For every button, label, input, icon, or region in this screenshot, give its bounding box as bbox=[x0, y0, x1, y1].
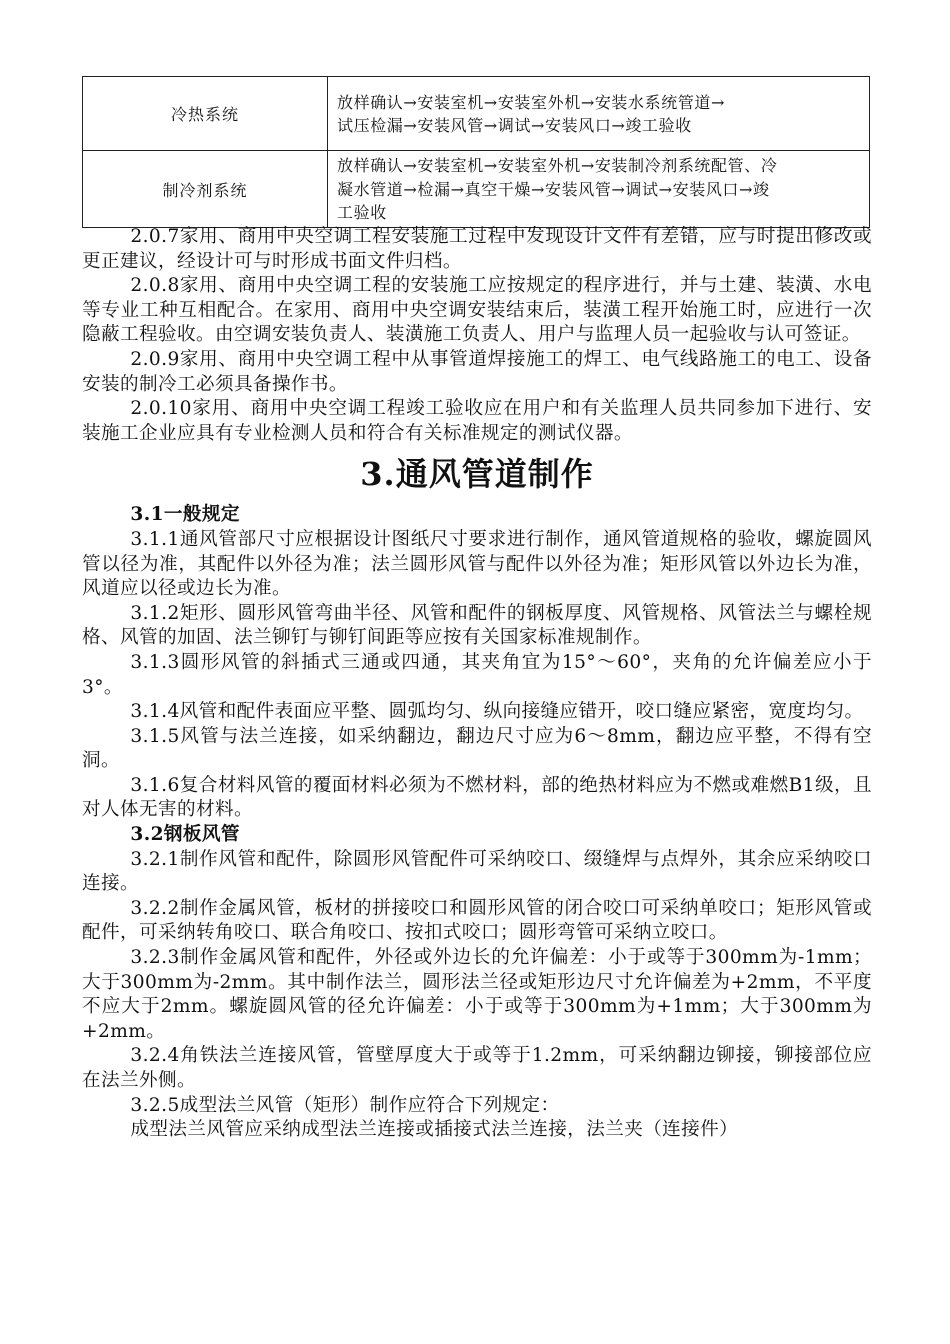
system-name-cell: 制冷剂系统 bbox=[83, 151, 328, 228]
clause-3-2-1: 3.2.1制作风管和配件，除圆形风管配件可采纳咬口、缀缝焊与点焊外，其余应采纳咬口连接。 bbox=[82, 848, 872, 895]
section-heading-3-2: 3.2钢板风管 bbox=[130, 824, 240, 846]
procedure-line: 工验收 bbox=[337, 203, 387, 223]
table-row bbox=[83, 77, 870, 151]
clause-2-0-8: 2.0.8家用、商用中央空调工程的安装施工应按规定的程序进行，并与土建、装潢、水电等专业工种互相配合。在家用、商用中央空调安装结束后，装潢工程开始施工时，应进行一次隐蔽工程验收。由空调安装负责人、装潢施工负责人、用户与监理人员一起验收与认可签证。 bbox=[82, 275, 872, 346]
clause-3-1-4: 3.1.4风管和配件表面应平整、圆弧均匀、纵向接缝应错开，咬口缝应紧密，宽度均匀。 bbox=[130, 701, 864, 723]
clause-3-1-5: 3.1.5风管与法兰连接，如采纳翻边，翻边尺寸应为6～8mm，翻边应平整，不得有空洞。 bbox=[82, 725, 872, 772]
procedure-line: 放样确认→安装室机→安装室外机→安装制冷剂系统配管、冷 bbox=[337, 156, 778, 176]
system-name-cell: 冷热系统 bbox=[83, 77, 328, 151]
table-row bbox=[83, 151, 870, 228]
clause-3-2-3: 3.2.3制作金属风管和配件，外径或外边长的允许偏差：小于或等于300mm为-1mm；大于300mm为-2mm。其中制作法兰，圆形法兰径或矩形边尺寸允许偏差为+2mm，不平度不应大于2mm。螺旋圆风管的径允许偏差：小于或等于300mm为+1mm；大于300mm为+2mm。 bbox=[82, 947, 872, 1042]
chapter-title: 3.通风管道制作 bbox=[360, 455, 594, 494]
procedure-cell bbox=[328, 77, 870, 151]
clause-3-2-4: 3.2.4角铁法兰连接风管，管壁厚度大于或等于1.2mm，可采纳翻边铆接，铆接部位应在法兰外侧。 bbox=[82, 1045, 872, 1091]
clause-2-0-7: 2.0.7家用、商用中央空调工程安装施工过程中发现设计文件有差错，应与时提出修改或更正建议，经设计可与时形成书面文件归档。 bbox=[82, 226, 872, 272]
procedure-line: 试压检漏→安装风管→调试→安装风口→竣工验收 bbox=[337, 116, 692, 135]
installation-procedure-table bbox=[82, 76, 870, 228]
procedure-line: 放样确认→安装室机→安装室外机→安装水系统管道→ bbox=[337, 92, 726, 112]
clause-3-1-2: 3.1.2矩形、圆形风管弯曲半径、风管和配件的钢板厚度、风管规格、风管法兰与螺栓规格、风管的加固、法兰铆钉与铆钉间距等应按有关国家标准规制作。 bbox=[82, 602, 872, 649]
clause-2-0-10: 2.0.10家用、商用中央空调工程竣工验收应在用户和有关监理人员共同参加下进行、安装施工企业应具有专业检测人员和符合有关标准规定的测试仪器。 bbox=[82, 398, 872, 444]
clause-3-2-2: 3.2.2制作金属风管，板材的拼接咬口和圆形风管的闭合咬口可采纳单咬口；矩形风管或配件，可采纳转角咬口、联合角咬口、按扣式咬口；圆形弯管可采纳立咬口。 bbox=[82, 897, 872, 944]
clause-3-1-6: 3.1.6复合材料风管的覆面材料必须为不燃材料，部的绝热材料应为不燃或难燃B1级，且对人体无害的材料。 bbox=[82, 774, 872, 821]
procedure-cell bbox=[328, 151, 870, 228]
clause-3-1-1: 3.1.1通风管部尺寸应根据设计图纸尺寸要求进行制作，通风管道规格的验收，螺旋圆风管以径为准，其配件以外径为准；法兰圆形风管与配件以外径为准；矩形风管以外边长为准，风道应以径或边长为准。 bbox=[82, 528, 872, 600]
clause-3-2-5-continued: 成型法兰风管应采纳成型法兰连接或插接式法兰连接，法兰夹（连接件） bbox=[130, 1119, 739, 1141]
document-body bbox=[82, 225, 872, 1143]
clause-2-0-9: 2.0.9家用、商用中央空调工程中从事管道焊接施工的焊工、电气线路施工的电工、设备安装的制冷工必须具备操作书。 bbox=[82, 348, 872, 395]
section-heading-3-1: 3.1一般规定 bbox=[130, 504, 240, 526]
clause-3-1-3: 3.1.3圆形风管的斜插式三通或四通，其夹角宜为15°～60°，夹角的允许偏差应小于3°。 bbox=[82, 651, 872, 698]
clause-3-2-5: 3.2.5成型法兰风管（矩形）制作应符合下列规定： bbox=[130, 1094, 560, 1116]
procedure-line: 凝水管道→检漏→真空干燥→安装风管→调试→安装风口→竣 bbox=[337, 179, 770, 199]
